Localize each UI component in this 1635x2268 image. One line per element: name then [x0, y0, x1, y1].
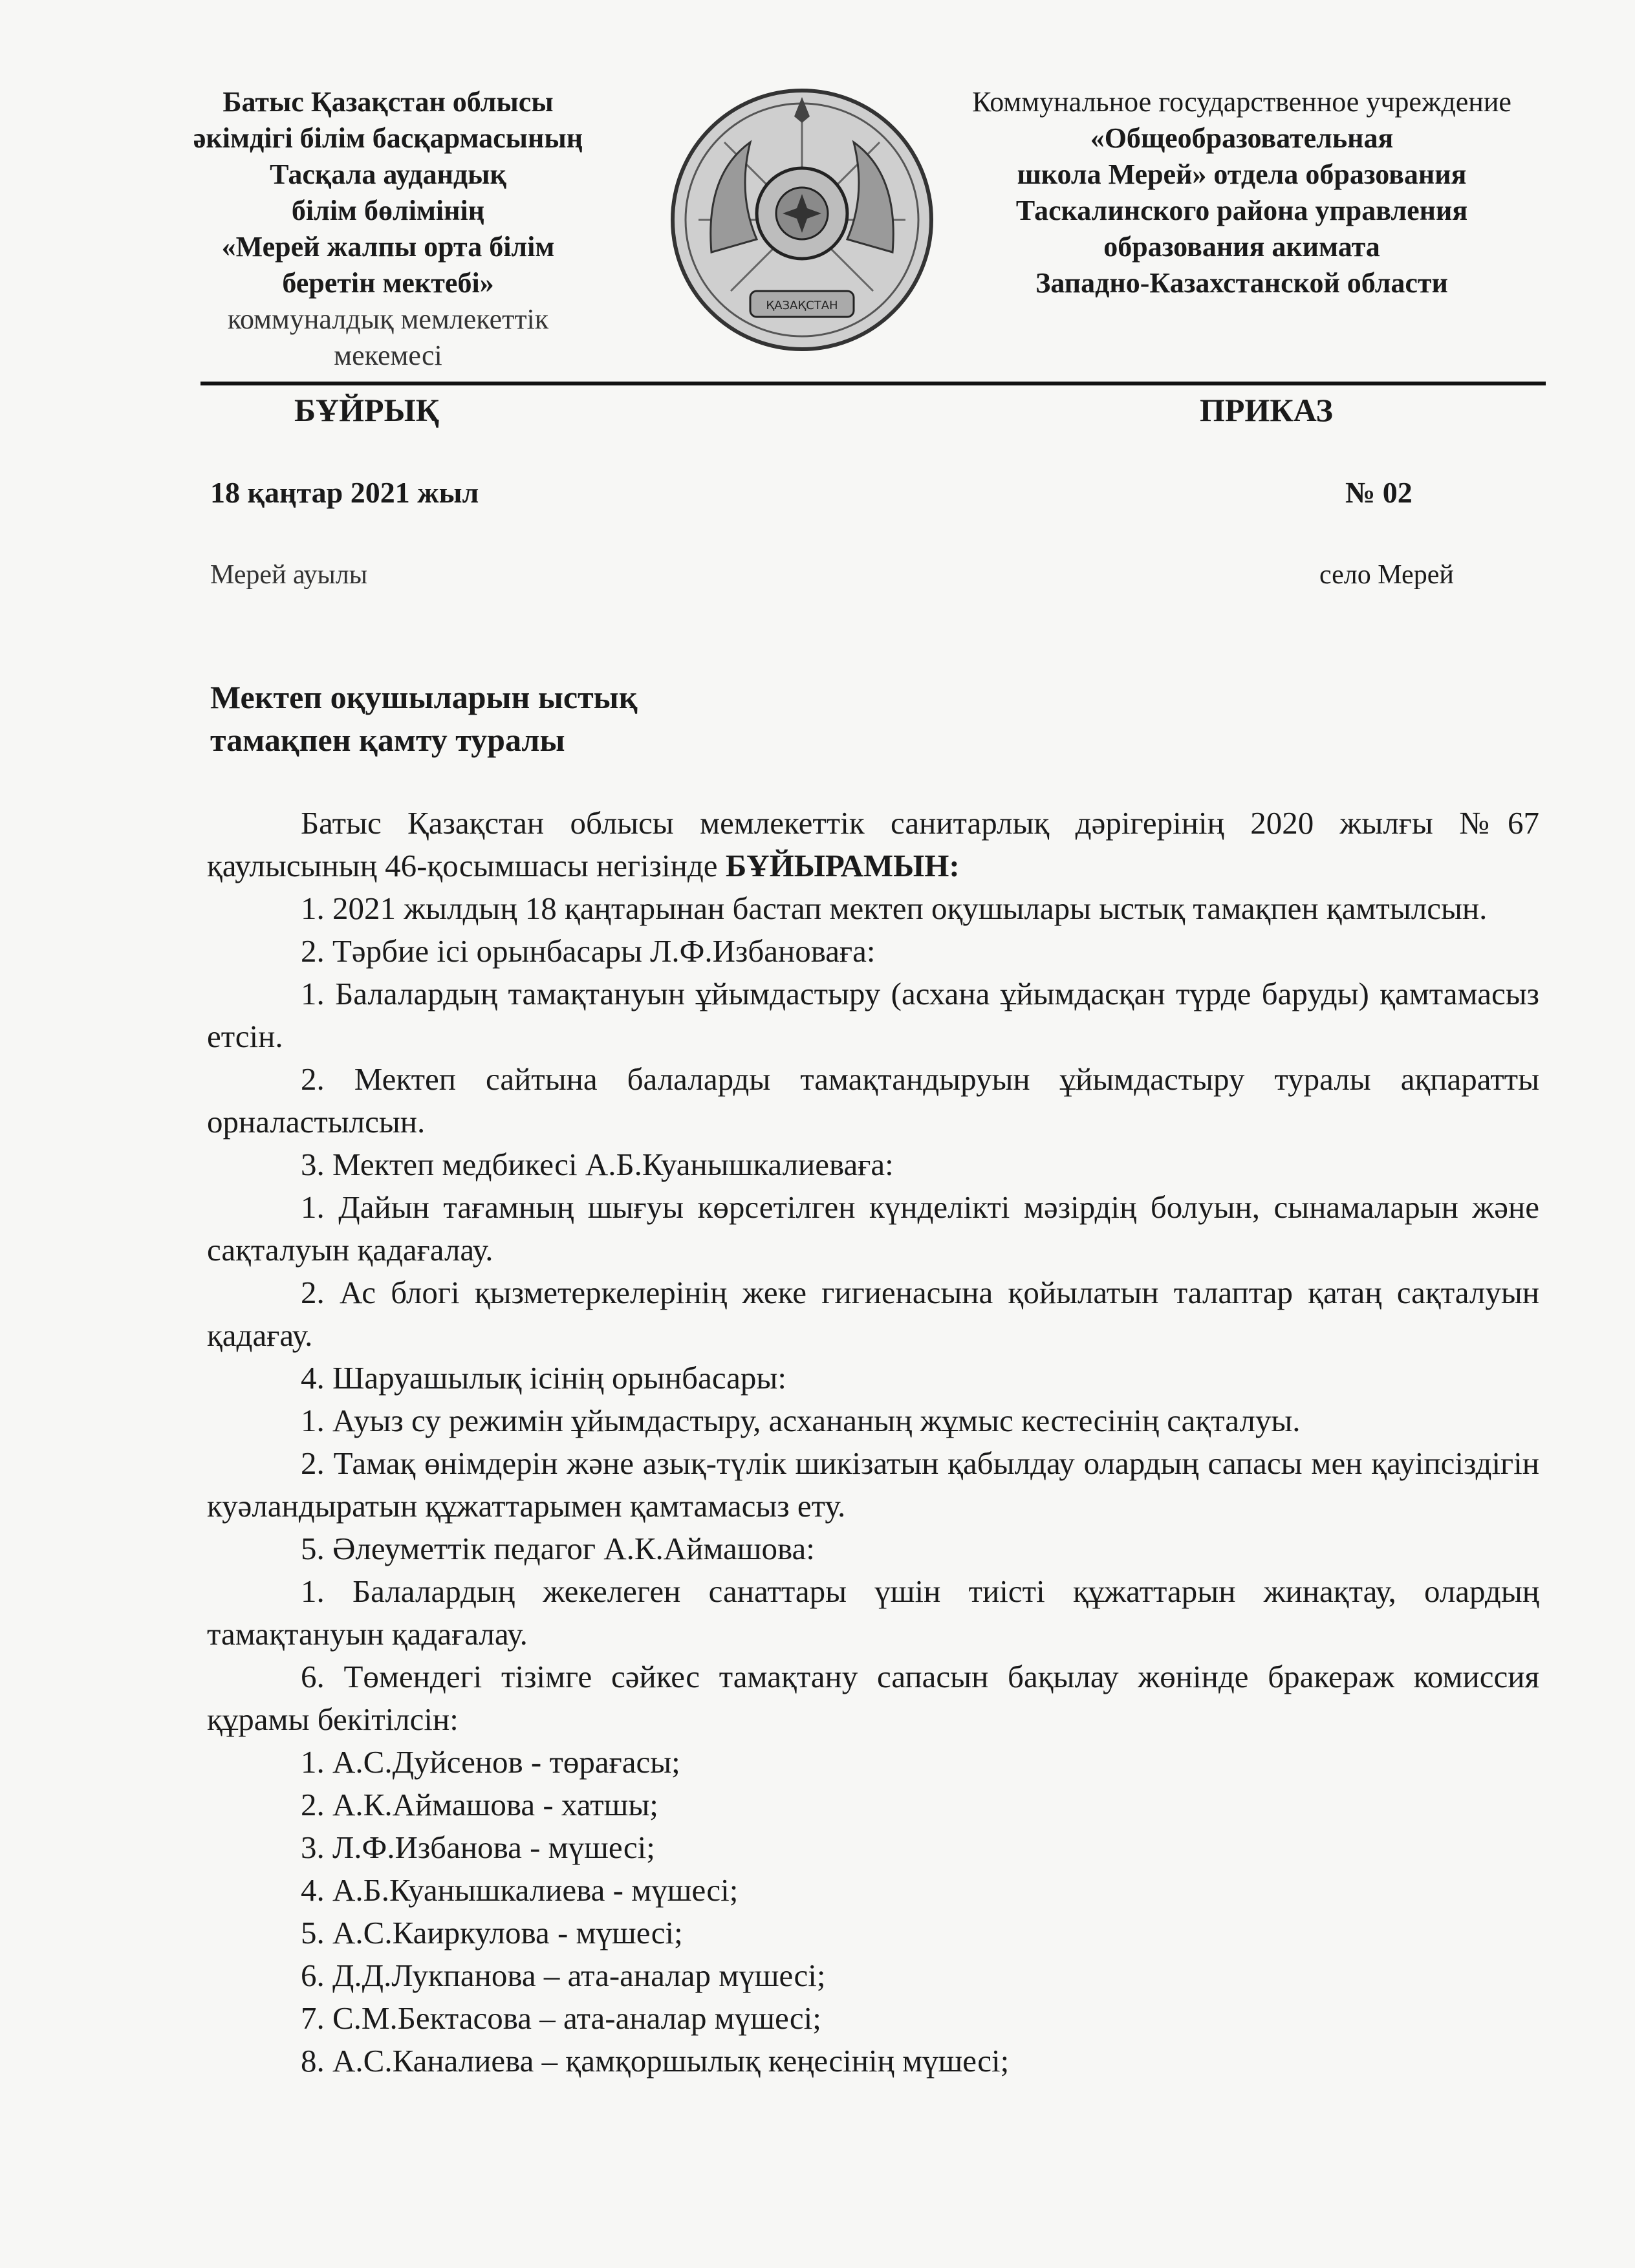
intro-paragraph	[207, 802, 1539, 887]
header-left-line: әкімдігі білім басқармасының	[193, 122, 583, 154]
header-right-line: Западно-Казахстанской области	[1035, 267, 1448, 299]
commission-member: 2. А.К.Аймашова - хатшы;	[301, 1787, 658, 1822]
header-right-line: Таскалинского района управления	[1015, 195, 1468, 226]
order-subject	[210, 676, 638, 761]
item-2-1: 1. Балалардың тамақтануын ұйымдастыру (асхана ұйымдасқан түрде баруды) қамтамасыз етсін.	[207, 976, 1539, 1054]
state-emblem-icon	[666, 84, 938, 356]
item-5-1: 1. Балалардың жекелеген санаттары үшін тиісті құжаттарын жинақтау, олардың тамақтануын қадағалау.	[207, 1573, 1539, 1652]
header-right-line: Коммунальное государственное учреждение	[972, 86, 1511, 118]
emblem-ribbon-text: ҚАЗАҚСТАН	[766, 299, 838, 312]
doc-type-kz: БҰЙРЫҚ	[294, 392, 439, 428]
order-date: 18 қаңтар 2021 жыл	[210, 476, 479, 509]
header-right-line: образования акимата	[1103, 231, 1380, 263]
header-left-kz	[162, 84, 614, 374]
header-divider	[200, 382, 1546, 385]
order-word: БҰЙЫРАМЫН:	[725, 848, 960, 883]
item-6: 6. Төмендегі тізімге сәйкес тамақтану сапасын бақылау жөнінде бракераж комиссия құрамы бекітілсін:	[207, 1659, 1539, 1737]
order-number: № 02	[1345, 476, 1413, 509]
intro-text: Батыс Қазақстан облысы мемлекеттік санитарлық дәрігерінің 2020 жылғы №67 қаулысының 46-қосымшасы негізінде	[207, 805, 1539, 883]
commission-member: 7. С.М.Бектасова – ата-аналар мүшесі;	[301, 2000, 821, 2036]
item-4-1: 1. Ауыз су режимін ұйымдастыру, асхананың жұмыс кестесінің сақталуы.	[301, 1403, 1301, 1438]
place-kz: Мерей ауылы	[210, 560, 367, 590]
header-left-line: білім бөлімінің	[291, 195, 485, 226]
item-4: 4. Шаруашылық ісінің орынбасары:	[301, 1360, 786, 1396]
doc-type-ru: ПРИКАЗ	[1200, 392, 1333, 428]
commission-member: 4. А.Б.Куанышкалиева - мүшесі;	[301, 1872, 739, 1908]
header-left-line: Тасқала аудандық	[270, 158, 506, 190]
header-right-line: школа Мерей» отдела образования	[1017, 158, 1467, 190]
commission-member: 5. А.С.Каиркулова - мүшесі;	[301, 1915, 683, 1950]
order-body	[207, 802, 1539, 2082]
subject-line: тамақпен қамту туралы	[210, 722, 565, 758]
header-left-line: Батыс Қазақстан облысы	[222, 86, 554, 118]
commission-member: 8. А.С.Каналиева – қамқоршылық кеңесінің мүшесі;	[301, 2043, 1010, 2079]
item-3-1: 1. Дайын тағамның шығуы көрсетілген күнделікті мәзірдің болуын, сынамаларын және сақталуын қадағалау.	[207, 1189, 1539, 1268]
commission-member: 3. Л.Ф.Избанова - мүшесі;	[301, 1830, 655, 1865]
commission-member: 6. Д.Д.Лукпанова – ата-аналар мүшесі;	[301, 1958, 826, 1993]
header-right-ru	[918, 84, 1565, 301]
header-left-line: мекемесі	[334, 340, 442, 371]
header-left-line: «Мерей жалпы орта білім	[221, 231, 555, 263]
header-right-line: «Общеобразовательная	[1090, 122, 1394, 154]
item-4-2: 2. Тамақ өнімдерін және азық-түлік шикізатын қабылдау олардың сапасы мен қауіпсіздігін куәландыратын құжаттарымен қамтамасыз ету.	[207, 1445, 1539, 1524]
place-ru: село Мерей	[1319, 560, 1454, 590]
item-2-2: 2. Мектеп сайтына балаларды тамақтандыруын ұйымдастыру туралы ақпаратты орналастылсын.	[207, 1061, 1539, 1139]
item-5: 5. Әлеуметтік педагог А.К.Аймашова:	[301, 1531, 815, 1566]
item-3-2: 2. Ас блогі қызметеркелерінің жеке гигиенасына қойылатын талаптар қатаң сақталуын қадағау.	[207, 1275, 1539, 1353]
header-left-line: беретін мектебі»	[282, 267, 494, 299]
header-left-line: коммуналдық мемлекеттік	[227, 303, 549, 335]
item-2: 2. Тәрбие ісі орынбасары Л.Ф.Избановаға:	[301, 933, 876, 969]
item-1: 1. 2021 жылдың 18 қаңтарынан бастап мектеп оқушылары ыстық тамақпен қамтылсын.	[301, 891, 1488, 926]
item-3: 3. Мектеп медбикесі А.Б.Куанышкалиеваға:	[301, 1147, 894, 1182]
subject-line: Мектеп оқушыларын ыстық	[210, 679, 638, 715]
commission-member: 1. А.С.Дуйсенов - төрағасы;	[301, 1744, 680, 1780]
